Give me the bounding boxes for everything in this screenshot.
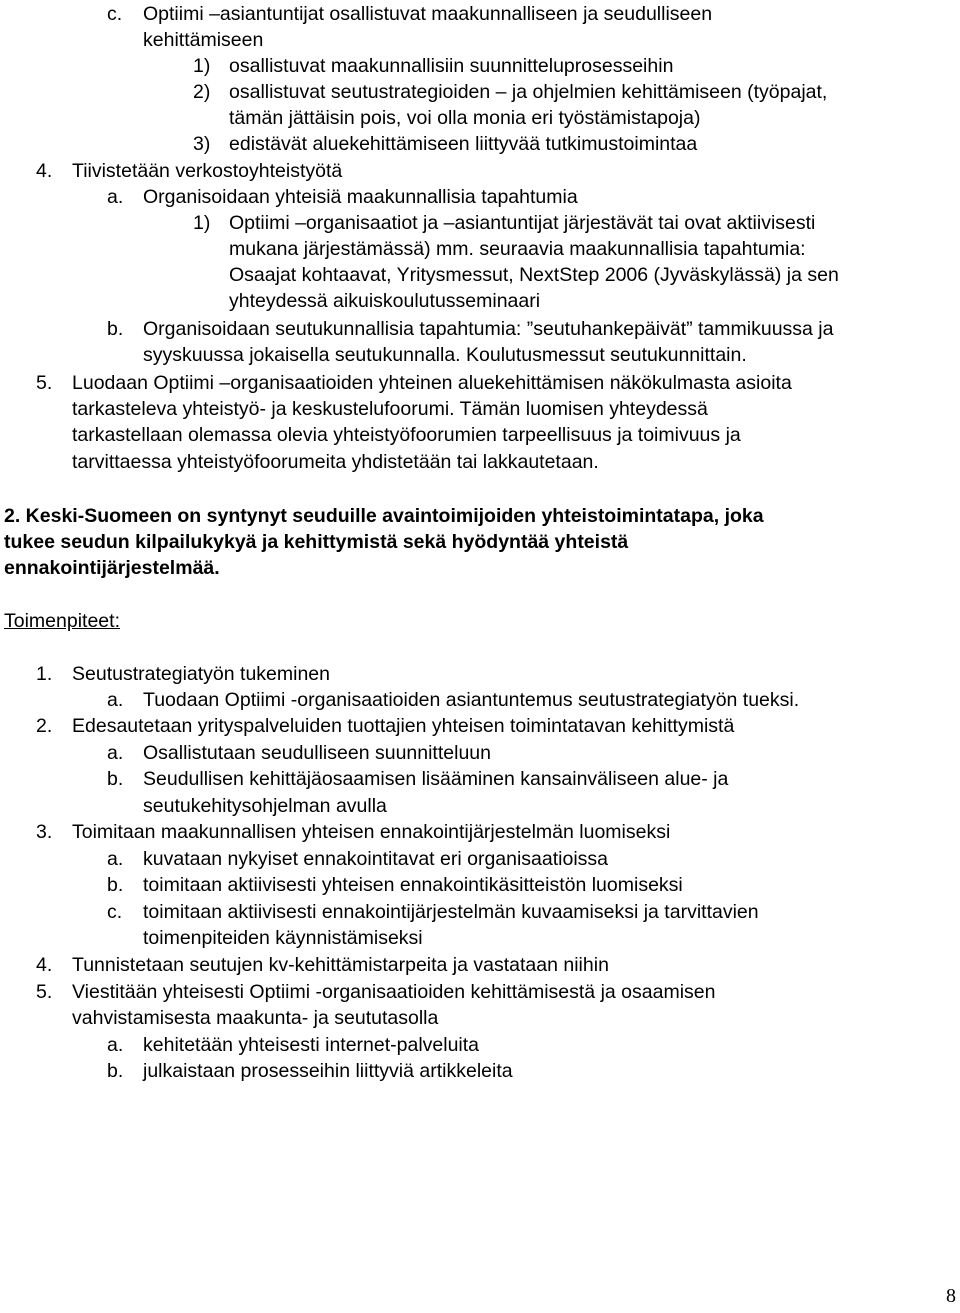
list-marker: 2. xyxy=(36,715,53,737)
list-marker: 3) xyxy=(193,133,211,155)
list-text: toimitaan aktiivisesti yhteisen ennakointikäsitteistön luomiseksi xyxy=(143,874,683,896)
measure-item-1a xyxy=(107,687,799,713)
list-text: Viestitään yhteisesti Optiimi -organisaatioiden kehittämisestä ja osaamisen xyxy=(72,981,716,1003)
measure-item-2 xyxy=(36,713,734,739)
list-marker: 1. xyxy=(36,663,53,685)
list-item-b-cont: syyskuussa jokaisella seutukunnalla. Koulutusmessut seutukunnittain. xyxy=(143,344,747,366)
list-text: Seutustrategiatyön tukeminen xyxy=(72,663,330,685)
list-text: Optiimi –asiantuntijat osallistuvat maakunnalliseen ja seudulliseen xyxy=(143,3,713,25)
list-text: Tuodaan Optiimi -organisaatioiden asiantuntemus seutustrategiatyön tueksi. xyxy=(143,689,800,711)
list-item-5-cont: tarkasteleva yhteistyö- ja keskustelufoorumi. Tämän luomisen yhteydessä xyxy=(72,398,708,420)
page-number: 8 xyxy=(946,1285,956,1307)
list-text: Tiivistetään verkostoyhteistyötä xyxy=(72,160,343,182)
measure-item-3b xyxy=(107,872,683,898)
list-marker: 5. xyxy=(36,372,53,394)
list-text: Organisoidaan yhteisiä maakunnallisia tapahtumia xyxy=(143,186,578,208)
measure-item-3 xyxy=(36,819,670,845)
list-item-b xyxy=(107,316,833,342)
list-item-2-cont: tämän jättäisin pois, voi olla monia eri työstämistapoja) xyxy=(229,107,701,129)
list-text: kuvataan nykyiset ennakointitavat eri organisaatioissa xyxy=(143,848,609,870)
list-item-5-cont: tarkastellaan olemassa olevia yhteistyöfoorumien tarpeellisuus ja toimivuus ja xyxy=(72,424,741,446)
measure-item-3c xyxy=(107,899,759,925)
list-text: toimitaan aktiivisesti ennakointijärjestelmän kuvaamiseksi ja tarvittavien xyxy=(143,901,759,923)
list-marker: 3. xyxy=(36,821,53,843)
list-marker: 4. xyxy=(36,954,53,976)
subheading: Toimenpiteet: xyxy=(4,610,120,632)
list-item-3 xyxy=(193,131,697,157)
list-marker: 1) xyxy=(193,55,211,77)
section-heading-cont: tukee seudun kilpailukykyä ja kehittymistä sekä hyödyntää yhteistä xyxy=(4,531,629,553)
measure-item-1 xyxy=(36,661,330,687)
list-marker: b. xyxy=(107,318,124,340)
list-text: osallistuvat seutustrategioiden – ja ohjelmien kehittämiseen (työpajat, xyxy=(229,81,828,103)
list-marker: 2) xyxy=(193,81,211,103)
list-text: Edesautetaan yrityspalveluiden tuottajien yhteisen toimintatavan kehittymistä xyxy=(72,715,735,737)
list-marker: a. xyxy=(107,742,124,764)
list-text: Toimitaan maakunnallisen yhteisen ennakointijärjestelmän luomiseksi xyxy=(72,821,671,843)
list-marker: b. xyxy=(107,874,124,896)
list-marker: 1) xyxy=(193,212,211,234)
list-item-1 xyxy=(193,53,673,79)
section-heading-cont: ennakointijärjestelmää. xyxy=(4,557,220,579)
list-marker: a. xyxy=(107,848,124,870)
list-marker: c. xyxy=(107,901,123,923)
measure-item-2b xyxy=(107,766,728,792)
list-text: Seudullisen kehittäjäosaamisen lisääminen kansainväliseen alue- ja xyxy=(143,768,729,790)
list-text: Osallistutaan seudulliseen suunnitteluun xyxy=(143,742,491,764)
list-text: Tunnistetaan seutujen kv-kehittämistarpeita ja vastataan niihin xyxy=(72,954,609,976)
list-text: osallistuvat maakunnallisiin suunnitteluprosesseihin xyxy=(229,55,674,77)
list-marker: a. xyxy=(107,186,124,208)
list-item-a1-cont: yhteydessä aikuiskoulutusseminaari xyxy=(229,290,541,312)
list-marker: 4. xyxy=(36,160,53,182)
measure-item-4 xyxy=(36,952,609,978)
list-item-a xyxy=(107,184,578,210)
measure-item-5-cont: vahvistamisesta maakunta- ja seututasolla xyxy=(72,1007,439,1029)
list-marker: b. xyxy=(107,1060,124,1082)
list-text: julkaistaan prosesseihin liittyviä artikkeleita xyxy=(143,1060,513,1082)
measure-item-2a xyxy=(107,740,491,766)
measure-item-5 xyxy=(36,979,715,1005)
list-text: Optiimi –organisaatiot ja –asiantuntijat järjestävät tai ovat aktiivisesti xyxy=(229,212,816,234)
list-item-2 xyxy=(193,79,827,105)
list-marker: c. xyxy=(107,3,123,25)
list-marker: a. xyxy=(107,689,124,711)
list-item-c xyxy=(107,1,712,27)
list-marker: a. xyxy=(107,1034,124,1056)
measure-item-5a xyxy=(107,1032,479,1058)
list-marker: 5. xyxy=(36,981,53,1003)
list-marker: b. xyxy=(107,768,124,790)
list-item-5-cont: tarvittaessa yhteistyöfoorumeita yhdistetään tai lakkautetaan. xyxy=(72,451,599,473)
list-item-c-cont: kehittämiseen xyxy=(143,29,264,51)
measure-item-2b-cont: seutukehitysohjelman avulla xyxy=(143,795,387,817)
list-text: kehitetään yhteisesti internet-palveluita xyxy=(143,1034,480,1056)
section-heading: 2. Keski-Suomeen on syntynyt seuduille avaintoimijoiden yhteistoimintatapa, joka xyxy=(4,505,764,527)
list-item-a1-cont: mukana järjestämässä) mm. seuraavia maakunnallisia tapahtumia: xyxy=(229,238,806,260)
measure-item-3a xyxy=(107,846,608,872)
list-item-a1-cont: Osaajat kohtaavat, Yritysmessut, NextStep 2006 (Jyväskylässä) ja sen xyxy=(229,264,839,286)
list-item-5 xyxy=(36,370,792,396)
list-item-a1 xyxy=(193,210,815,236)
list-text: Luodaan Optiimi –organisaatioiden yhteinen aluekehittämisen näkökulmasta asioita xyxy=(72,372,792,394)
measure-item-3c-cont: toimenpiteiden käynnistämiseksi xyxy=(143,927,423,949)
measure-item-5b xyxy=(107,1058,513,1084)
list-text: Organisoidaan seutukunnallisia tapahtumia: ”seutuhankepäivät” tammikuussa ja xyxy=(143,318,834,340)
list-text: edistävät aluekehittämiseen liittyvää tutkimustoimintaa xyxy=(229,133,698,155)
list-item-4 xyxy=(36,158,342,184)
